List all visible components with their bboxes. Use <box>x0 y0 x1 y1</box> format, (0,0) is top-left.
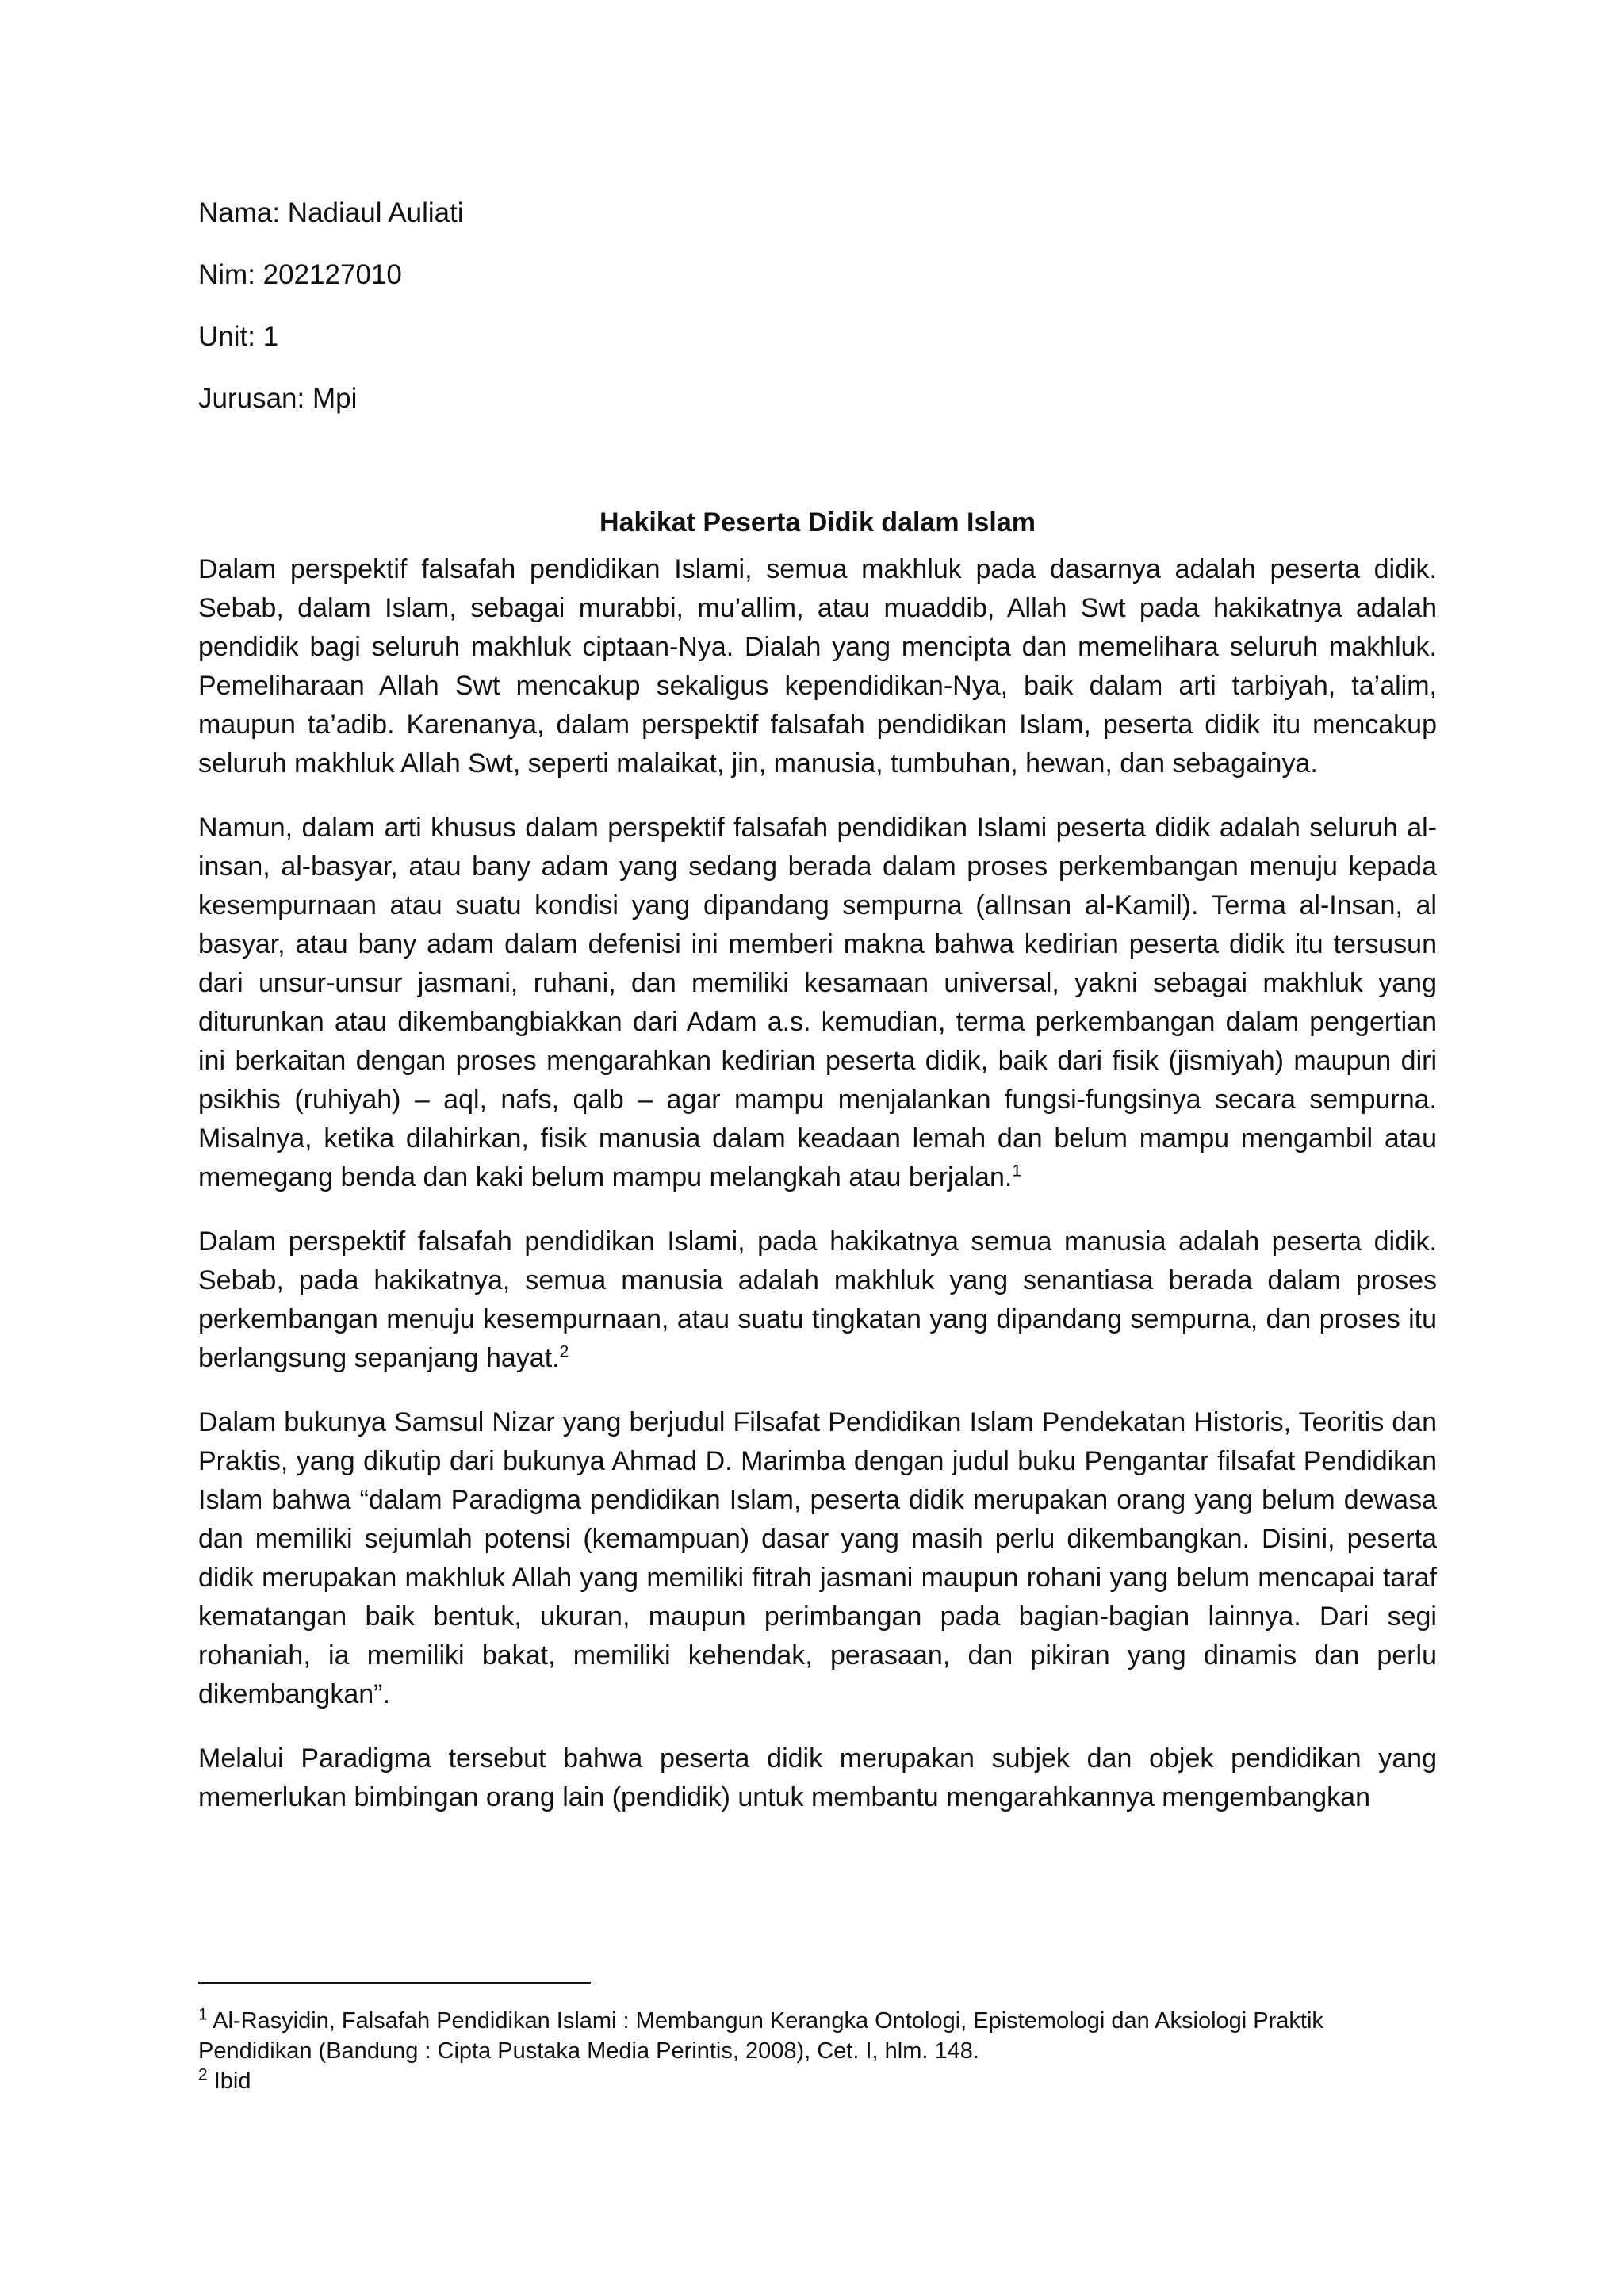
footnotes-section <box>198 2006 1437 2096</box>
footnote-1 <box>198 2006 1437 2066</box>
document-title: Hakikat Peserta Didik dalam Islam <box>599 507 1036 538</box>
student-identity-block <box>198 197 912 444</box>
footnote-text: Ibid <box>207 2068 251 2094</box>
paragraph-text: Namun, dalam arti khusus dalam perspektif falsafah pendidikan Islami peserta didik adalah seluruh al-insan, al-basyar, atau bany adam yang sedang berada dalam proses perkembangan menuju kepada kesempurnaan atau suatu kondisi yang dipandang sempurna (alInsan al-Kamil). Terma al-Insan, al basyar, atau bany adam dalam defenisi ini memberi makna bahwa kedirian peserta didik itu tersusun dari unsur-unsur jasmani, ruhani, dan memiliki kesamaan universal, yakni sebagai makhluk yang diturunkan atau dikembangbiakkan dari Adam a.s. kemudian, terma perkembangan dalam pengertian ini berkaitan dengan proses mengarahkan kedirian peserta didik, baik dari fisik (jismiyah) maupun diri psikhis (ruhiyah) – aql, nafs, qalb – agar mampu menjalankan fungsi-fungsinya secara sempurna. Misalnya, ketika dilahirkan, fisik manusia dalam keadaan lemah dan belum mampu mengambil atau memegang benda dan kaki belum mampu melangkah atau berjalan. <box>198 813 1437 1192</box>
document-body <box>198 506 1437 1843</box>
footnote-text: Al-Rasyidin, Falsafah Pendidikan Islami : Membangun Kerangka Ontologi, Epistemologi dan Aksiologi Praktik Pendidikan (Bandung : Cipta Pustaka Media Perintis, 2008), Cet. I, hlm. 148. <box>198 2008 1323 2064</box>
paragraph-4 <box>198 1403 1437 1714</box>
paragraph-text: Melalui Paradigma tersebut bahwa peserta didik merupakan subjek dan objek pendidikan yang memerlukan bimbingan orang lain (pendidik) untuk membantu mengarahkannya mengembangkan <box>198 1743 1437 1812</box>
paragraph-2 <box>198 809 1437 1197</box>
paragraph-text: Dalam bukunya Samsul Nizar yang berjudul Filsafat Pendidikan Islam Pendekatan Historis, Teoritis dan Praktis, yang dikutip dari bukunya Ahmad D. Marimba dengan judul buku Pengantar filsafat Pendidikan Islam bahwa “dalam Paradigma pendidikan Islam, peserta didik merupakan orang yang belum dewasa dan memiliki sejumlah potensi (kemampuan) dasar yang masih perlu dikembangkan. Disini, peserta didik merupakan makhluk Allah yang memiliki fitrah jasmani maupun rohani yang belum mencapai taraf kematangan baik bentuk, ukuran, maupun perimbangan pada bagian-bagian lainnya. Dari segi rohaniah, ia memiliki bakat, memiliki kehendak, perasaan, dan pikiran yang dinamis dan perlu dikembangkan”. <box>198 1407 1437 1709</box>
footnote-separator <box>198 1982 591 1984</box>
student-major: Jurusan: Mpi <box>198 383 358 414</box>
paragraph-text: Dalam perspektif falsafah pendidikan Islami, pada hakikatnya semua manusia adalah peserta didik. Sebab, pada hakikatnya, semua manusia adalah makhluk yang senantiasa berada dalam proses perkembangan menuju kesempurnaan, atau suatu tingkatan yang dipandang sempurna, dan proses itu berlangsung sepanjang hayat. <box>198 1226 1437 1373</box>
footnote-reference[interactable]: 2 <box>559 1342 569 1361</box>
footnote-marker: 1 <box>198 2005 208 2024</box>
footnote-marker: 2 <box>198 2065 208 2084</box>
paragraph-text: Dalam perspektif falsafah pendidikan Islami, semua makhluk pada dasarnya adalah peserta didik. Sebab, dalam Islam, sebagai murabbi, mu’allim, atau muaddib, Allah Swt pada hakikatnya adalah pendidik bagi seluruh makhluk ciptaan-Nya. Dialah yang mencipta dan memelihara seluruh makhluk. Pemeliharaan Allah Swt mencakup sekaligus kependidikan-Nya, baik dalam arti tarbiyah, ta’alim, maupun ta’adib. Karenanya, dalam perspektif falsafah pendidikan Islam, peserta didik itu mencakup seluruh makhluk Allah Swt, seperti malaikat, jin, manusia, tumbuhan, hewan, dan sebagainya. <box>198 554 1437 779</box>
paragraph-5 <box>198 1739 1437 1817</box>
paragraph-1 <box>198 550 1437 783</box>
paragraph-3 <box>198 1223 1437 1378</box>
footnote-2 <box>198 2066 1437 2096</box>
student-unit: Unit: 1 <box>198 321 279 352</box>
footnote-reference[interactable]: 1 <box>1012 1161 1021 1181</box>
student-name: Nama: Nadiaul Auliati <box>198 197 464 228</box>
student-nim: Nim: 202127010 <box>198 259 402 290</box>
